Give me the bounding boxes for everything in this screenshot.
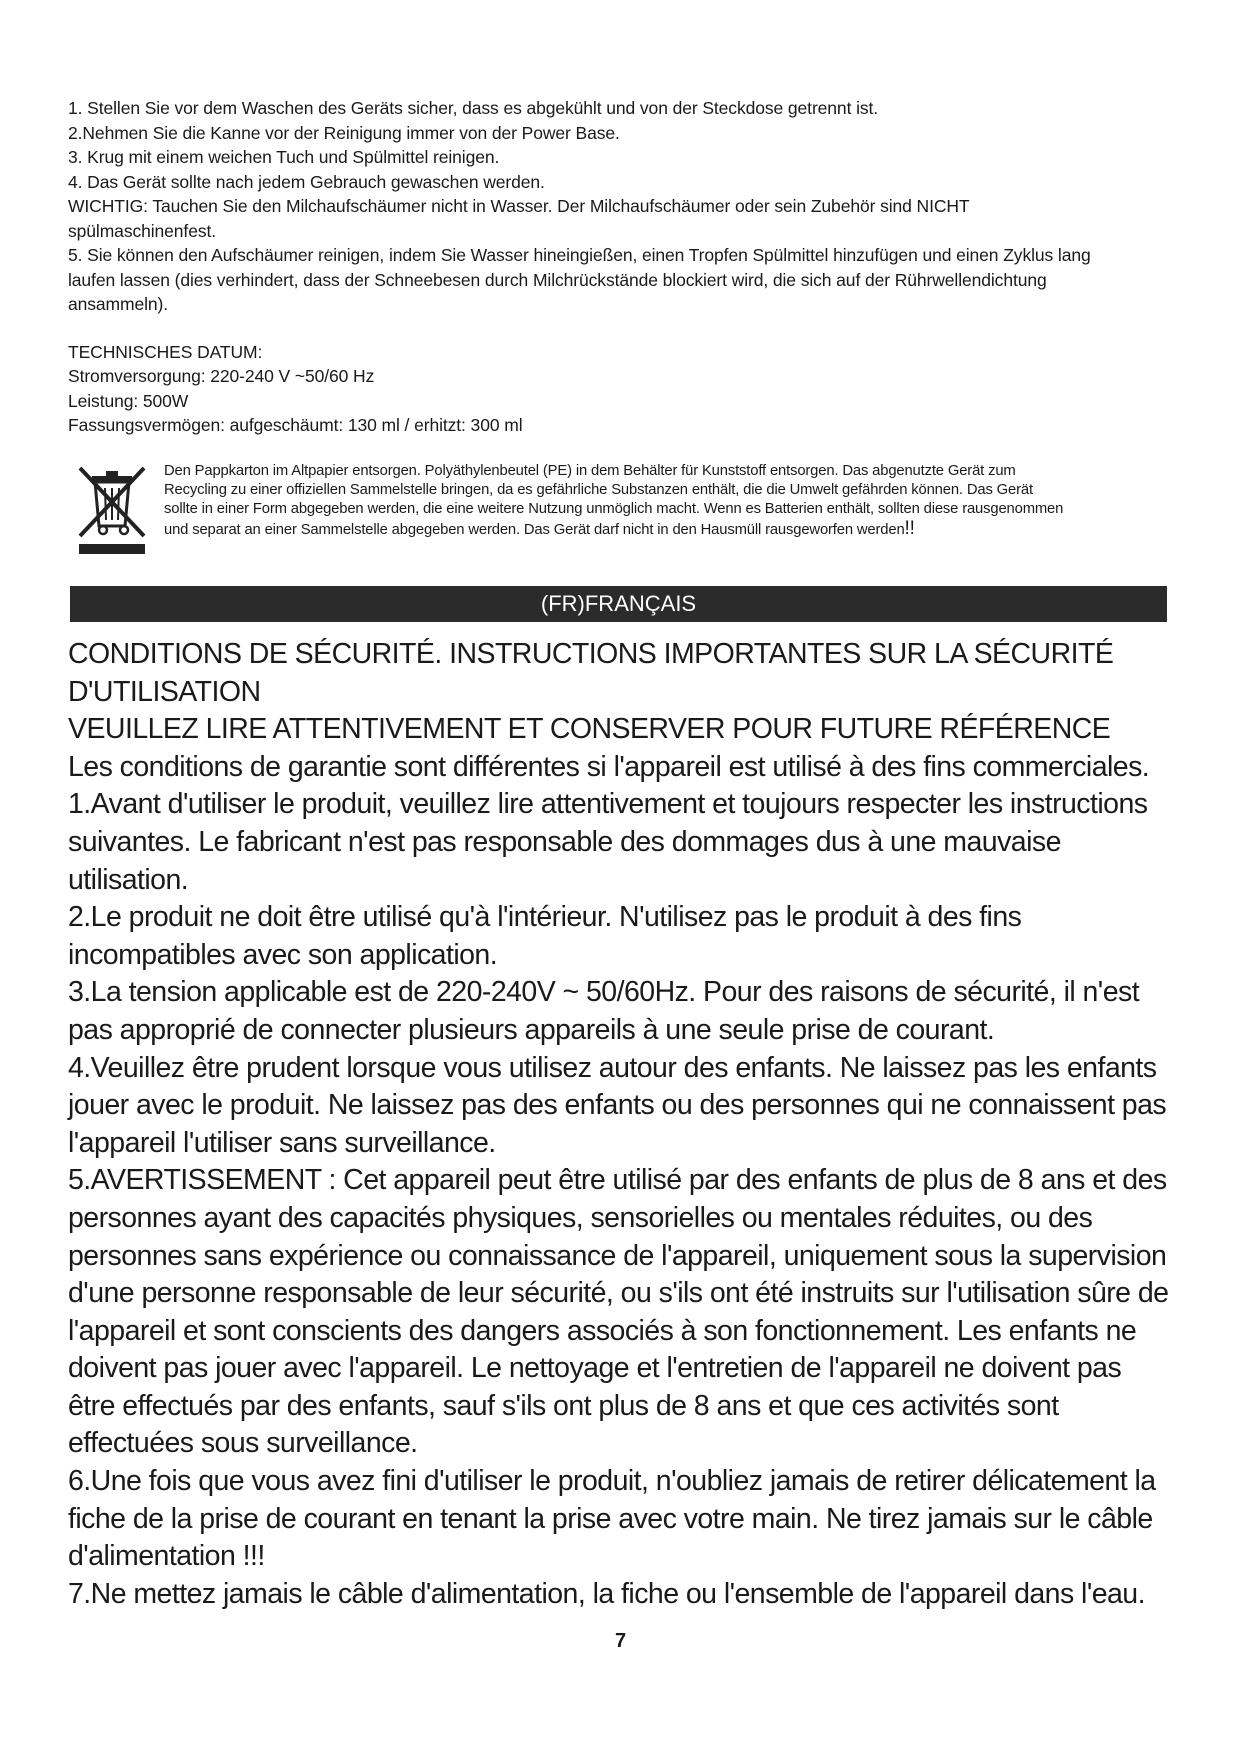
de-cleaning-step: 5. Sie können den Aufschäumer reinigen, indem Sie Wasser hineingießen, einen Tropfen Spülmittel hinzufügen und einen Zyklus lang (68, 245, 1091, 265)
fr-text-line: utilisation. (68, 863, 189, 896)
tech-data-wattage: Leistung: 500W (68, 390, 189, 411)
fr-text-line: 1.Avant d'utiliser le produit, veuillez lire attentivement et toujours respecter les instructions (68, 788, 1148, 821)
fr-text-line: être effectués par des enfants, sauf s'ils ont plus de 8 ans et que ces activités sont (68, 1389, 1059, 1422)
fr-text-line: Les conditions de garantie sont différentes si l'appareil est utilisé à des fins commerciales. (68, 750, 1150, 783)
tech-data-capacity: Fassungsvermögen: aufgeschäumt: 130 ml / erhitzt: 300 ml (68, 415, 523, 435)
fr-text-line: pas approprié de connecter plusieurs appareils à une seule prise de courant. (68, 1013, 995, 1046)
german-cleaning-section (68, 96, 1178, 438)
recycling-line: sollte in einer Form abgegeben werden, die eine weitere Nutzung unmöglich macht. Wenn es Batterien enthält, sollten diese rausgenommen (164, 501, 1064, 517)
fr-text-line: d'une personne responsable de leur sécurité, ou s'ils ont été instruits sur l'utilisation sûre de (68, 1277, 1169, 1310)
de-cleaning-step: laufen lassen (dies verhindert, dass der Schneebesen durch Milchrückstände blockiert wird, die sich auf der Rührwellendichtung (68, 269, 1047, 290)
language-section-bar: (FR)FRANÇAIS (70, 586, 1167, 622)
de-cleaning-step: 2.Nehmen Sie die Kanne vor der Reinigung immer von der Power Base. (68, 122, 620, 143)
page-number: 7 (614, 1630, 627, 1652)
recycling-text (164, 462, 1164, 540)
fr-text-line: fiche de la prise de courant en tenant la prise avec votre main. Ne tirez jamais sur le câble (68, 1502, 1153, 1535)
recycling-line: Den Pappkarton im Altpapier entsorgen. Polyäthylenbeutel (PE) in dem Behälter für Kunststoff entsorgen. Das abgenutzte Gerät zum (164, 463, 1016, 479)
tech-data-power-supply: Stromversorgung: 220-240 V ~50/60 Hz (68, 366, 375, 386)
de-cleaning-step: 4. Das Gerät sollte nach jedem Gebrauch gewaschen werden. (68, 171, 545, 192)
fr-text-line: doivent pas jouer avec l'appareil. Le nettoyage et l'entretien de l'appareil ne doivent pas (68, 1352, 1122, 1385)
fr-heading: VEUILLEZ LIRE ATTENTIVEMENT ET CONSERVER POUR FUTURE RÉFÉRENCE (68, 713, 1111, 746)
fr-text-line: l'appareil l'utiliser sans surveillance. (68, 1126, 496, 1159)
fr-text-line: 6.Une fois que vous avez fini d'utiliser le produit, n'oubliez jamais de retirer délicatement la (68, 1465, 1156, 1498)
fr-text-line: 7.Ne mettez jamais le câble d'alimentation, la fiche ou l'ensemble de l'appareil dans l'eau. (68, 1577, 1145, 1610)
tech-data-heading: TECHNISCHES DATUM: (68, 341, 263, 362)
fr-text-line: l'appareil et sont conscients des dangers associés à son fonctionnement. Les enfants ne (68, 1314, 1137, 1347)
fr-text-line: 5.AVERTISSEMENT : Cet appareil peut être utilisé par des enfants de plus de 8 ans et des (68, 1164, 1167, 1197)
fr-text-line: 4.Veuillez être prudent lorsque vous utilisez autour des enfants. Ne laissez pas les enfants (68, 1051, 1157, 1084)
de-cleaning-step: ansammeln). (68, 294, 169, 314)
fr-text-line: suivantes. Le fabricant n'est pas responsable des dommages dus à une mauvaise (68, 825, 1061, 858)
de-cleaning-step: 3. Krug mit einem weichen Tuch und Spülmittel reinigen. (68, 147, 500, 167)
french-safety-section (68, 636, 1188, 1613)
de-warning-line: spülmaschinenfest. (68, 220, 217, 241)
recycling-line-last (164, 519, 1164, 540)
fr-text-line: personnes sans expérience ou connaissance de l'appareil, uniquement sous la supervision (68, 1239, 1167, 1272)
de-cleaning-step: 1. Stellen Sie vor dem Waschen des Geräts sicher, dass es abgekühlt und von der Steckdose getrennt ist. (68, 98, 879, 118)
crossed-bin-icon (74, 460, 150, 556)
recycling-exclamation: !! (904, 518, 915, 539)
fr-text-line: 3.La tension applicable est de 220-240V ~ 50/60Hz. Pour des raisons de sécurité, il n'est (68, 976, 1140, 1009)
recycling-notice (74, 460, 1164, 560)
fr-text-line: jouer avec le produit. Ne laissez pas des enfants ou des personnes qui ne connaissent pas (68, 1089, 1167, 1122)
fr-heading: D'UTILISATION (68, 675, 261, 708)
fr-text-line: d'alimentation !!! (68, 1540, 265, 1573)
fr-text-line: incompatibles avec son application. (68, 938, 498, 971)
recycling-line: und separat an einer Sammelstelle abgegeben werden. Das Gerät darf nicht in den Hausmüll rausgeworfen werden (164, 522, 905, 538)
fr-text-line: personnes ayant des capacités physiques, sensorielles ou mentales réduites, ou des (68, 1201, 1093, 1234)
fr-text-line: effectuées sous surveillance. (68, 1427, 418, 1460)
fr-text-line: 2.Le produit ne doit être utilisé qu'à l'intérieur. N'utilisez pas le produit à des fins (68, 901, 1022, 934)
recycling-line: Recycling zu einer offiziellen Sammelstelle bringen, da es gefährliche Substanzen enthält, die die Umwelt gefährden können. Das Gerät (164, 482, 1033, 498)
fr-heading: CONDITIONS DE SÉCURITÉ. INSTRUCTIONS IMPORTANTES SUR LA SÉCURITÉ (68, 638, 1114, 670)
de-warning-line: WICHTIG: Tauchen Sie den Milchaufschäumer nicht in Wasser. Der Milchaufschäumer oder sein Zubehör sind NICHT (68, 196, 970, 216)
